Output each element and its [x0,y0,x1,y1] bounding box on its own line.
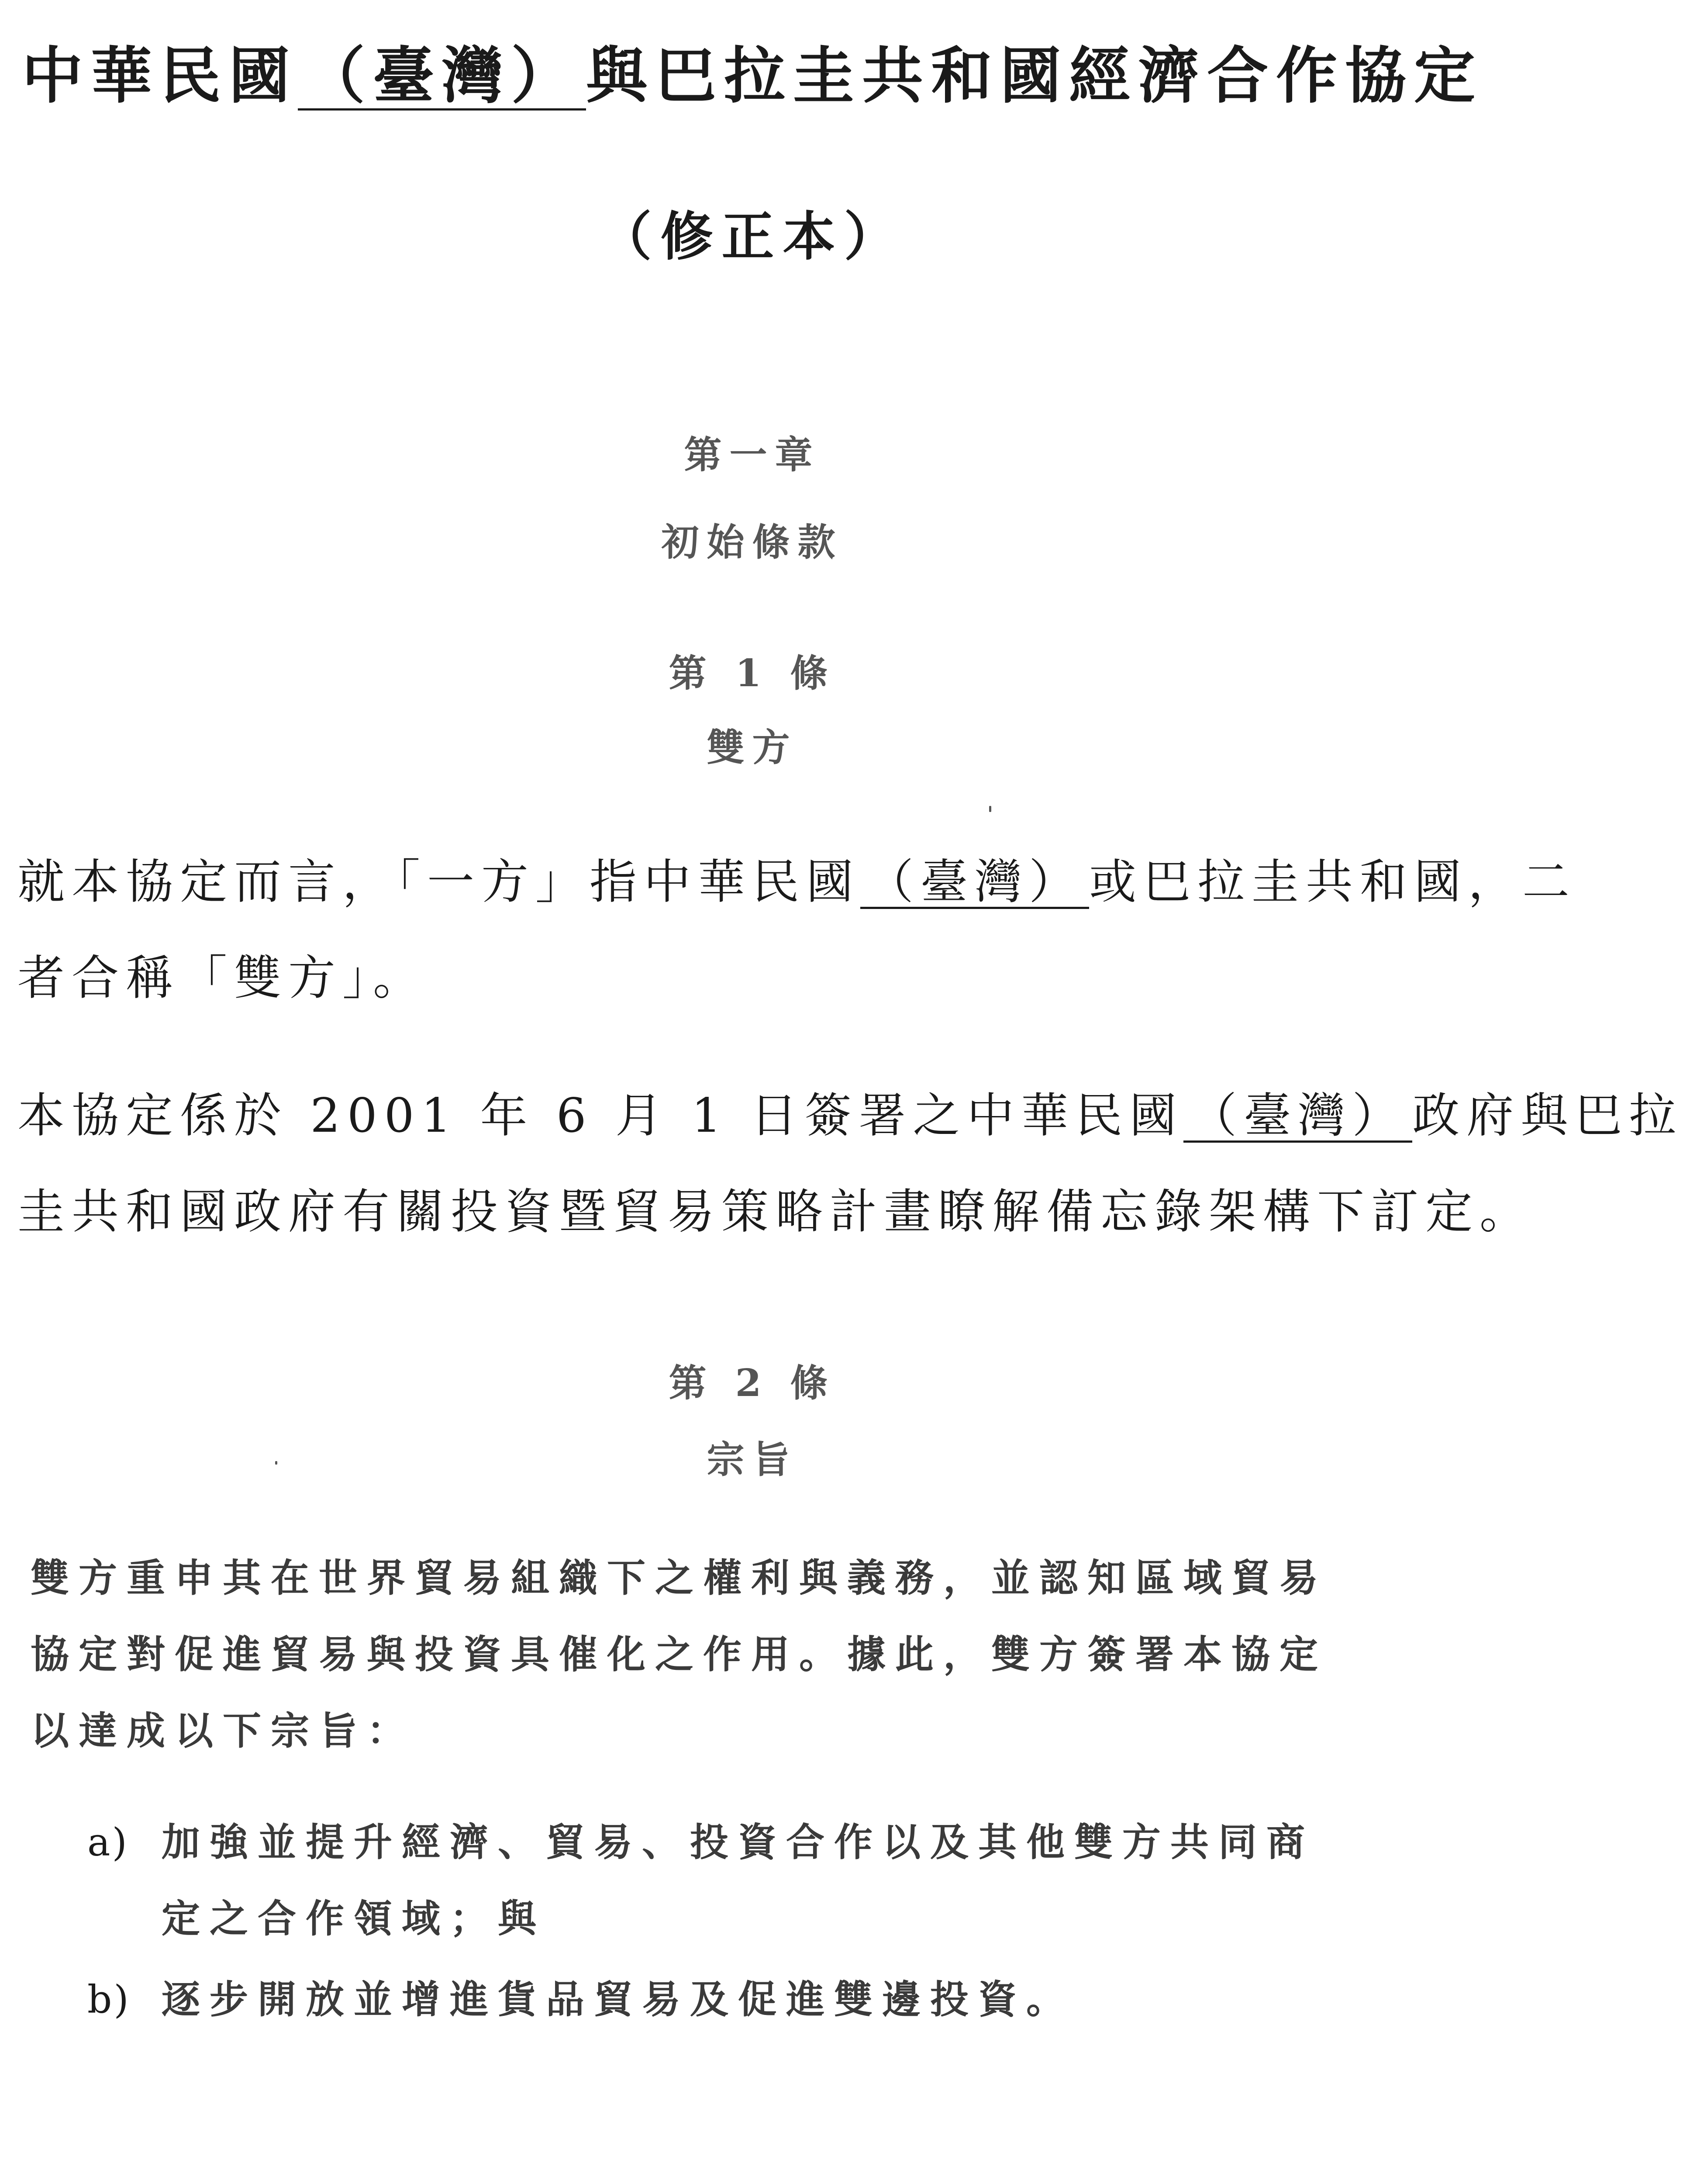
list-item-b [87,1977,1397,2023]
title-suffix: 與巴拉圭共和國經濟合作協定 [586,40,1483,112]
article-1-paragraph-2-line-1 [17,1088,1683,1144]
chapter-number: 第一章 [684,433,821,477]
list-item-text: 逐步開放並增進貨品貿易及促進雙邊投資。 [162,1977,1075,2022]
article-2-line-1: 雙方重申其在世界貿易組織下之權利與義務，並認知區域貿易 [31,1555,1328,1600]
list-marker: a) [87,1820,129,1865]
list-item-text: 加強並提升經濟、貿易、投資合作以及其他雙方共同商 [162,1819,1315,1865]
article-2-line-3: 以達成以下宗旨： [31,1708,415,1753]
article-1-paragraph-1-line-2: 者合稱「雙方」。 [17,951,428,1006]
article-2-number: 第 2 條 [669,1361,836,1405]
underlined-taiwan: （臺灣） [860,857,1089,909]
text-segment: 或巴拉圭共和國，二 [1089,855,1577,909]
article-2-line-2: 協定對促進貿易與投資具催化之作用。據此，雙方簽署本協定 [31,1631,1328,1677]
scan-speck [275,1461,277,1465]
text-segment: 本協定係於 2001 年 6 月 1 日簽署之中華民國 [17,1089,1184,1143]
document-subtitle: （修正本） [599,206,905,267]
article-1-paragraph-1-line-1 [17,854,1577,911]
article-1-name: 雙方 [707,726,798,770]
title-prefix: 中華民國 [22,40,298,112]
article-2-name: 宗旨 [707,1438,798,1482]
scan-speck [989,806,991,812]
article-1-number: 第 1 條 [669,651,836,695]
title-underlined-taiwan: （臺灣） [298,44,586,111]
list-item-a-continuation: 定之合作領域；與 [162,1896,546,1941]
underlined-taiwan: （臺灣） [1183,1091,1412,1143]
list-item-a [87,1819,1397,1866]
chapter-name: 初始條款 [661,520,843,564]
text-segment: 政府與巴拉 [1412,1089,1683,1143]
article-1-paragraph-2-line-2: 圭共和國政府有關投資暨貿易策略計畫瞭解備忘錄架構下訂定。 [17,1185,1534,1239]
list-marker: b) [87,1977,131,2022]
text-segment: 就本協定而言，「一方」指中華民國 [17,855,861,909]
document-title [22,39,1483,113]
